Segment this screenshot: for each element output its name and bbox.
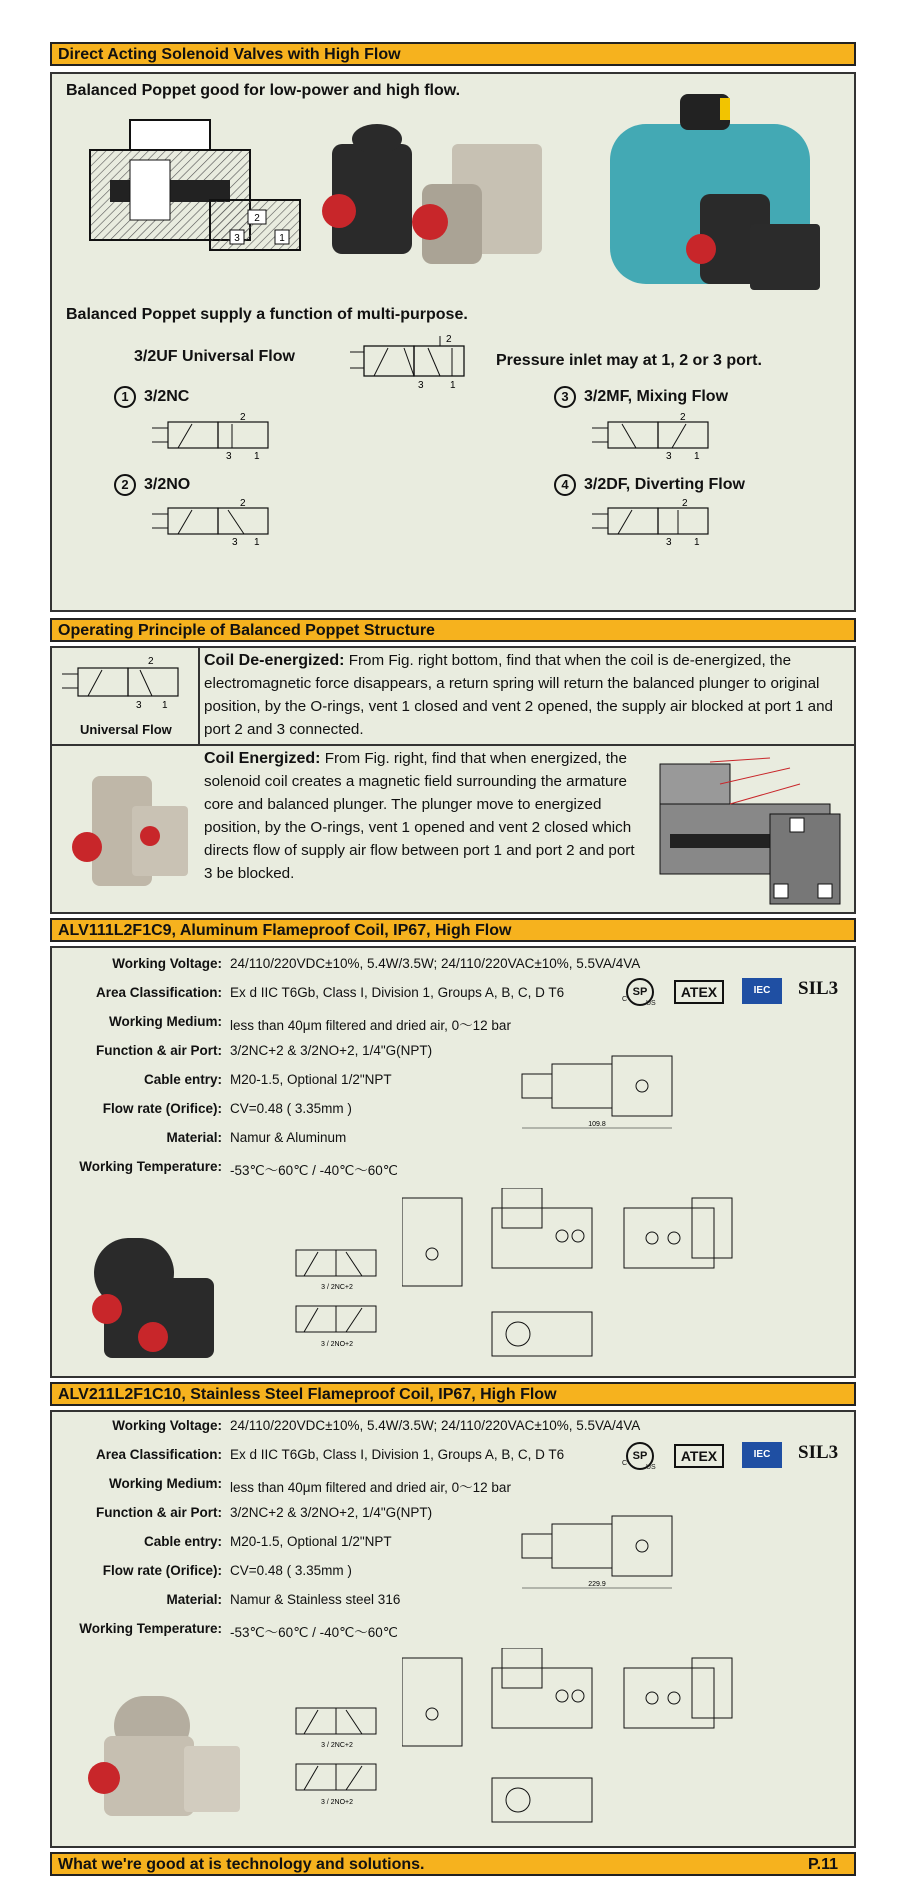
alv111-nc-no-symbols <box>282 1244 402 1354</box>
function-item-mf: 3 3/2MF, Mixing Flow <box>554 386 728 408</box>
svg-text:3: 3 <box>234 233 240 244</box>
section-title: ALV211L2F1C10, Stainless Steel Flameproof Coil, IP67, High Flow <box>58 1386 557 1403</box>
spec-value-flow: CV=0.48 ( 3.35mm ) <box>230 1101 352 1116</box>
pressure-note: Pressure inlet may at 1, 2 or 3 port. <box>496 352 762 369</box>
side-view-dimension-drawing <box>512 1504 712 1594</box>
col-divider <box>198 648 200 744</box>
svg-text:1: 1 <box>162 700 168 711</box>
spec-value-function: 3/2NC+2 & 3/2NO+2, 1/4"G(NPT) <box>230 1505 433 1520</box>
csa-logo-icon: SP C US <box>622 1442 658 1470</box>
svg-text:3 / 2NO+2: 3 / 2NO+2 <box>320 1799 354 1806</box>
spec-label-flow: Flow rate (Orifice): <box>102 1101 222 1116</box>
spec-label-voltage: Working Voltage: <box>112 956 222 971</box>
section-header-direct-acting <box>50 42 856 66</box>
spec-value-function: 3/2NC+2 & 3/2NO+2, 1/4"G(NPT) <box>230 1043 433 1058</box>
svg-text:2: 2 <box>682 498 688 509</box>
svg-text:1: 1 <box>694 537 700 548</box>
sil3-logo-icon: SIL3 <box>798 1442 839 1463</box>
section-header-operating-principle <box>50 618 856 642</box>
spec-value-flow: CV=0.48 ( 3.35mm ) <box>230 1563 352 1578</box>
spec-value-voltage: 24/110/220VDC±10%, 5.4W/3.5W; 24/110/220VAC±10%, 5.5VA/4VA <box>230 1418 641 1433</box>
spec-label-flow: Flow rate (Orifice): <box>102 1563 222 1578</box>
svg-text:2: 2 <box>446 334 452 345</box>
svg-text:3 / 2NC+2: 3 / 2NC+2 <box>321 1284 353 1291</box>
universal-flow-small-symbol <box>58 654 194 714</box>
spec-value-medium: less than 40μm filtered and dried air, 0～12 bar <box>230 1018 511 1033</box>
svg-text:2: 2 <box>240 412 246 423</box>
svg-text:1: 1 <box>254 537 260 548</box>
svg-text:2: 2 <box>254 213 260 224</box>
coil-energized-text: Coil Energized: From Fig. right, find that when energized, the solenoid coil creates a magnetic field surrounding the armature core and balanced plunger. The plunger move to energized position, by the O-rings, vent 1 opened and vent 2 closed which directs flow of supply air flow between port 1 and port 2 and port 3 be blocked. <box>204 750 635 882</box>
spec-label-material: Material: <box>166 1592 222 1607</box>
spec-value-area: Ex d IIC T6Gb, Class I, Division 1, Groups A, B, C, D T6 <box>230 1447 565 1462</box>
svg-text:2: 2 <box>240 498 246 509</box>
no-symbol <box>148 498 288 548</box>
universal-flow-caption: Universal Flow <box>80 722 172 737</box>
function-item-nc: 1 3/2NC <box>114 386 189 408</box>
alv111-dimension-drawings <box>402 1188 842 1368</box>
coil-deenergized-text: Coil De-energized: From Fig. right bottom, find that when the coil is de-energized, the electromagnetic force disappears, a return spring will return the balanced plunger to original position, by the O-rings, vent 1 closed and vent 2 opened, the supply air blocked at port 1 and port 2 and 3 connected. <box>204 652 833 738</box>
alv111-product-photo <box>74 1238 244 1358</box>
svg-text:3: 3 <box>666 537 672 548</box>
universal-flow-symbol <box>348 332 508 392</box>
nc-symbol <box>148 412 288 462</box>
iec-logo-icon: IEC <box>742 978 782 1004</box>
spec-label-cable: Cable entry: <box>143 1534 222 1549</box>
spec-value-area: Ex d IIC T6Gb, Class I, Division 1, Groups A, B, C, D T6 <box>230 985 565 1000</box>
spec-value-material: Namur & Aluminum <box>230 1130 347 1145</box>
panel-direct-acting <box>50 72 856 612</box>
stainless-valve-photo <box>412 144 562 274</box>
mf-symbol <box>588 412 728 462</box>
atex-logo-icon: ATEX <box>674 1444 724 1468</box>
spec-label-area: Area Classification: <box>95 1447 222 1462</box>
sil3-logo-icon: SIL3 <box>798 978 839 999</box>
valve-cross-section-drawing <box>70 110 310 260</box>
spec-label-medium: Working Medium: <box>109 1014 222 1029</box>
panel-operating-principle <box>50 646 856 914</box>
svg-text:2: 2 <box>148 656 154 667</box>
svg-text:1: 1 <box>694 451 700 462</box>
spec-label-function: Function & air Port: <box>96 1043 222 1058</box>
spec-label-area: Area Classification: <box>95 985 222 1000</box>
spec-value-cable: M20-1.5, Optional 1/2"NPT <box>230 1072 392 1087</box>
spec-value-cable: M20-1.5, Optional 1/2"NPT <box>230 1534 392 1549</box>
alv211-product-photo <box>74 1696 244 1826</box>
section-header-alv211 <box>50 1382 856 1406</box>
actuator-with-valve-photo <box>600 94 830 294</box>
csa-logo-icon: SP C US <box>622 978 658 1006</box>
section-title: Direct Acting Solenoid Valves with High Flow <box>58 46 401 63</box>
spec-label-cable: Cable entry: <box>143 1072 222 1087</box>
iec-logo-icon: IEC <box>742 1442 782 1468</box>
svg-text:109.8: 109.8 <box>588 1121 606 1128</box>
svg-text:1: 1 <box>254 451 260 462</box>
spec-label-function: Function & air Port: <box>96 1505 222 1520</box>
svg-text:1: 1 <box>279 233 285 244</box>
intro-line-1: Balanced Poppet good for low-power and high flow. <box>66 82 461 99</box>
section-title: Operating Principle of Balanced Poppet Structure <box>58 622 435 639</box>
atex-logo-icon: ATEX <box>674 980 724 1004</box>
spec-value-material: Namur & Stainless steel 316 <box>230 1592 401 1607</box>
svg-text:3 / 2NO+2: 3 / 2NO+2 <box>320 1341 354 1348</box>
svg-text:3: 3 <box>226 451 232 462</box>
valve-cross-section-small <box>650 754 850 910</box>
spec-label-medium: Working Medium: <box>109 1476 222 1491</box>
spec-label-temperature: Working Temperature: <box>79 1159 222 1174</box>
alv211-nc-no-symbols <box>282 1702 402 1812</box>
intro-line-2: Balanced Poppet supply a function of multi-purpose. <box>66 306 468 323</box>
svg-text:3 / 2NC+2: 3 / 2NC+2 <box>321 1742 353 1749</box>
panel-alv111 <box>50 946 856 1378</box>
function-item-no: 2 3/2NO <box>114 474 190 496</box>
spec-label-temperature: Working Temperature: <box>79 1621 222 1636</box>
stainless-valve-photo-small <box>62 766 192 896</box>
panel-alv211 <box>50 1410 856 1848</box>
page-number: P.11 <box>808 1856 838 1873</box>
function-item-df: 4 3/2DF, Diverting Flow <box>554 474 745 496</box>
spec-value-voltage: 24/110/220VDC±10%, 5.4W/3.5W; 24/110/220VAC±10%, 5.5VA/4VA <box>230 956 641 971</box>
footer-slogan: What we're good at is technology and solutions. <box>58 1856 425 1873</box>
svg-text:3: 3 <box>418 380 424 391</box>
side-view-dimension-drawing <box>512 1044 712 1134</box>
spec-label-material: Material: <box>166 1130 222 1145</box>
section-title: ALV111L2F1C9, Aluminum Flameproof Coil, IP67, High Flow <box>58 922 512 939</box>
row-divider <box>52 744 854 746</box>
spec-value-temperature: -53℃～60℃ / -40℃～60℃ <box>230 1163 398 1178</box>
spec-value-medium: less than 40μm filtered and dried air, 0～12 bar <box>230 1480 511 1495</box>
svg-text:3: 3 <box>666 451 672 462</box>
svg-text:2: 2 <box>680 412 686 423</box>
universal-flow-title: 3/2UF Universal Flow <box>134 348 295 365</box>
alv211-dimension-drawings <box>402 1648 842 1838</box>
svg-text:229.9: 229.9 <box>588 1581 606 1588</box>
df-symbol <box>588 498 728 548</box>
spec-value-temperature: -53℃～60℃ / -40℃～60℃ <box>230 1625 398 1640</box>
svg-text:3: 3 <box>136 700 142 711</box>
svg-text:3: 3 <box>232 537 238 548</box>
spec-label-voltage: Working Voltage: <box>112 1418 222 1433</box>
section-header-alv111 <box>50 918 856 942</box>
svg-text:1: 1 <box>450 380 456 391</box>
footer-bar <box>50 1852 856 1876</box>
